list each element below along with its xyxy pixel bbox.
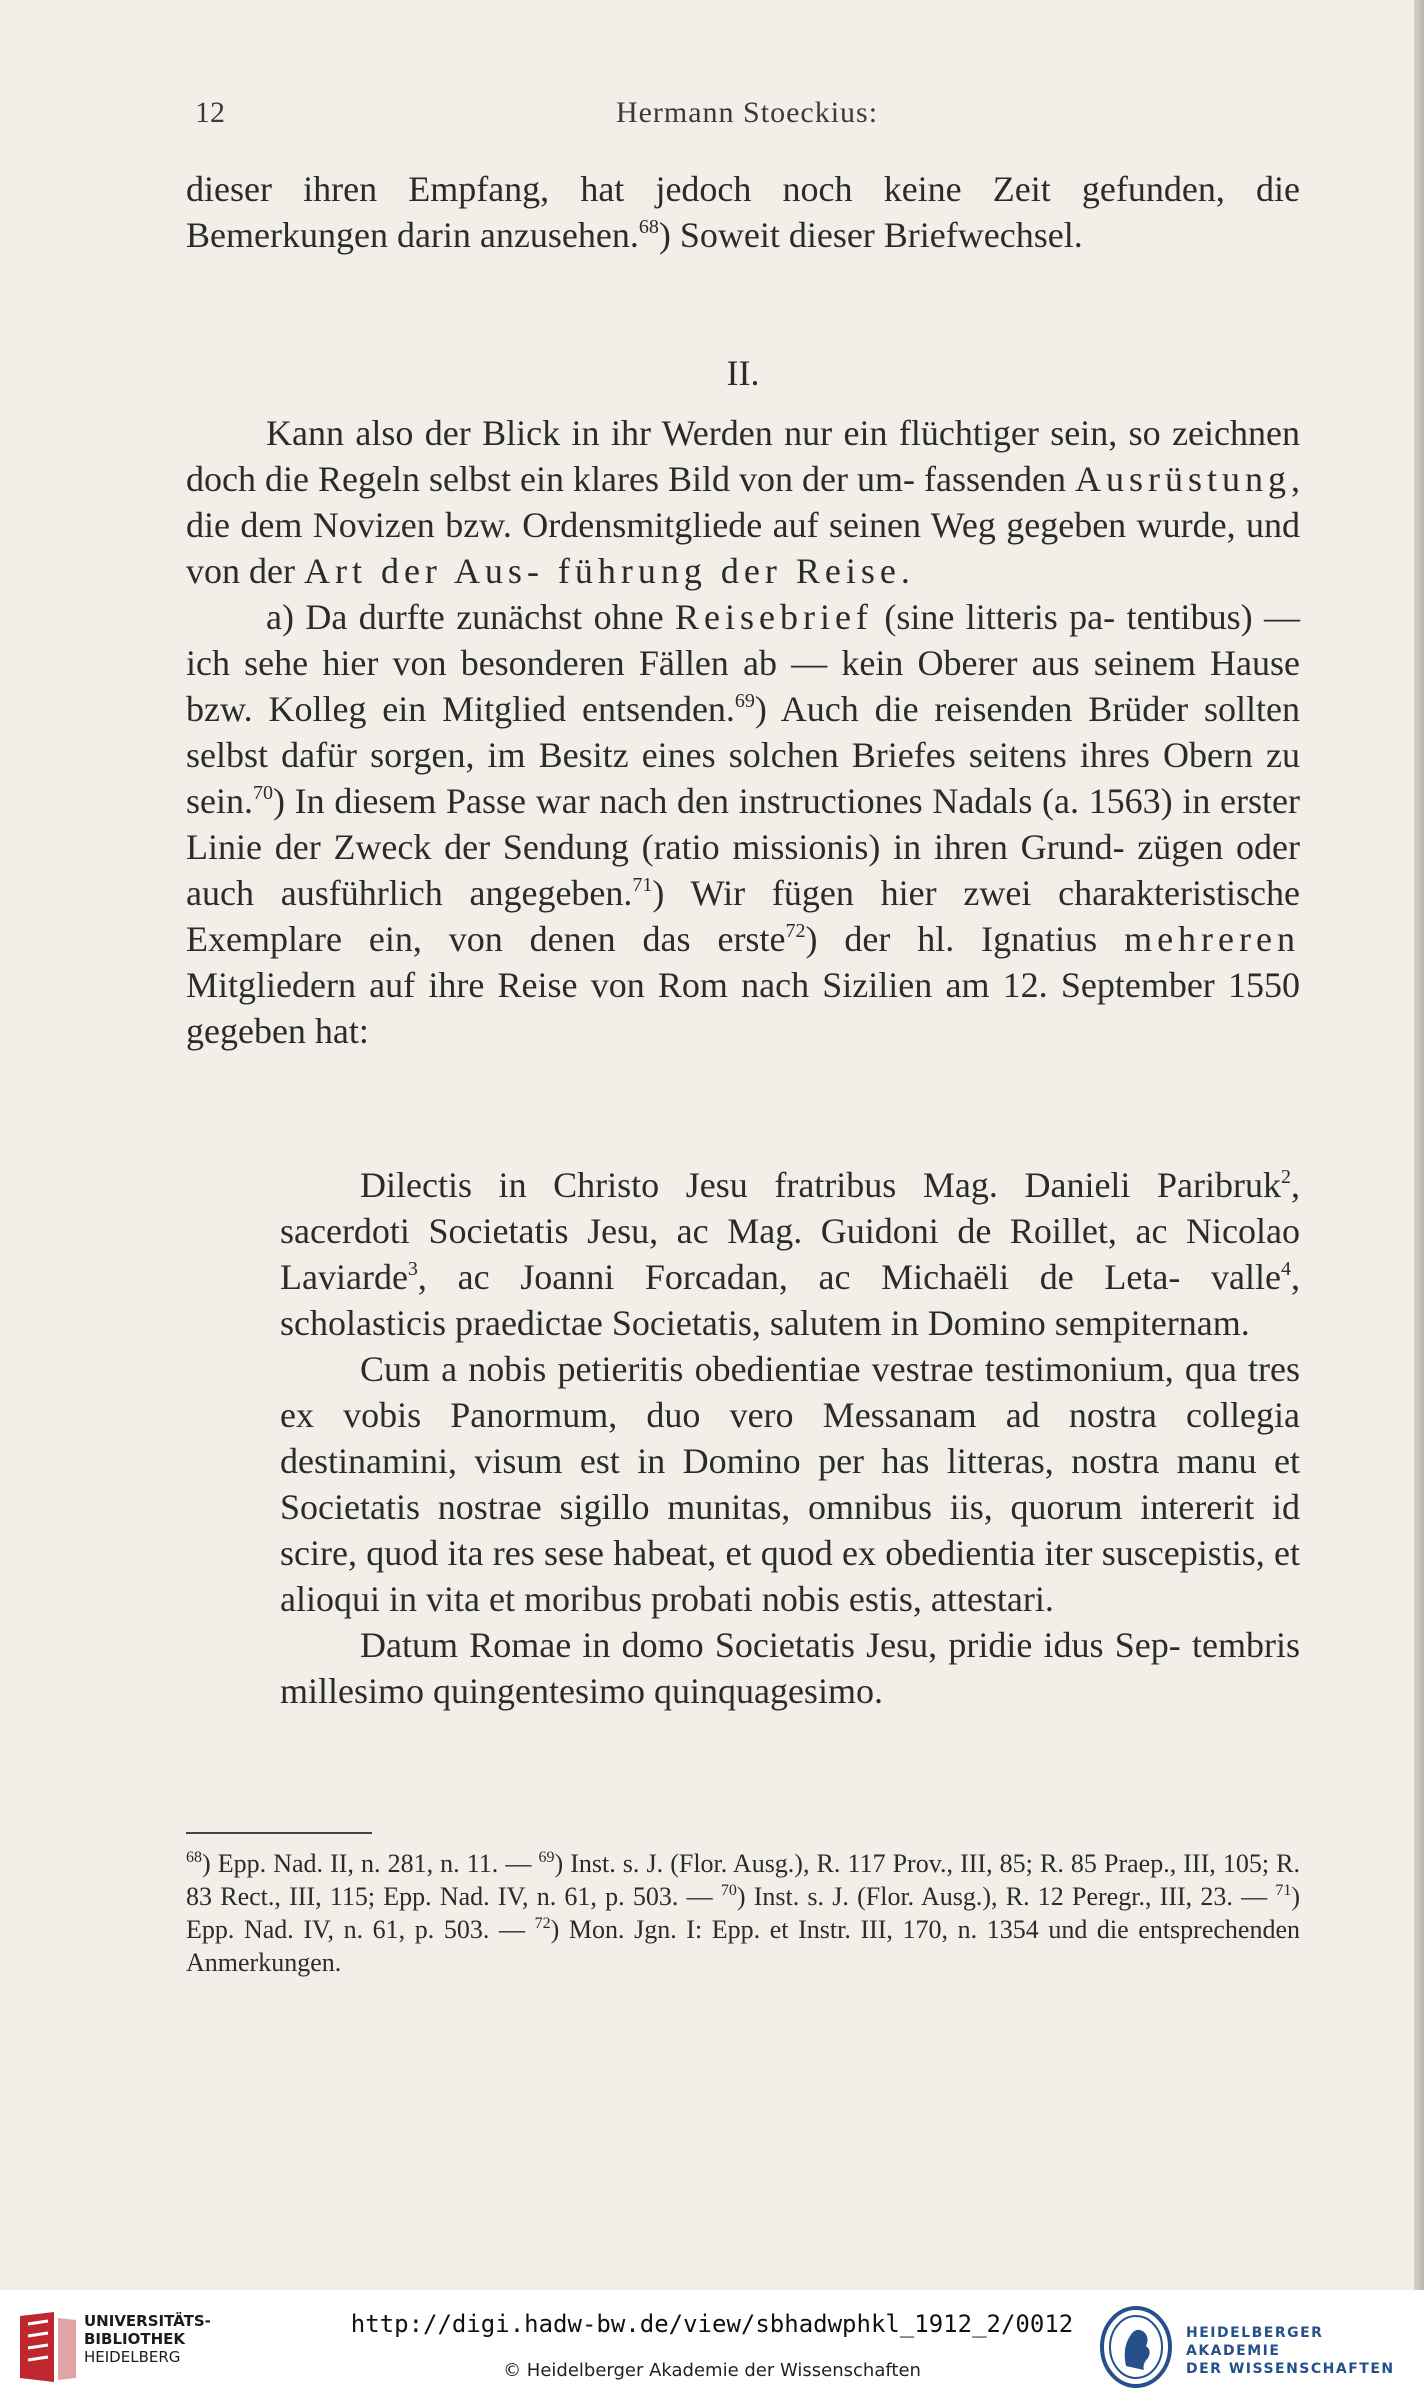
footnote-ref[interactable]: 70	[253, 782, 273, 804]
page-number: 12	[195, 96, 225, 129]
paragraph-1: Kann also der Blick in ihr Werden nur ein flüchtiger sein, so zeichnen doch die Regeln selbst ein klares Bild von der um- fassenden Ausrüstung, die dem Novizen bzw. Ordensmitgliede auf seinen Weg gegeben wurde, und von der Art der Aus- führung der Reise.	[186, 413, 1300, 591]
permalink[interactable]: http://digi.hadw-bw.de/view/sbhadwphkl_1912_2/0012	[350, 2310, 1074, 2338]
running-title: Hermann Stoeckius:	[615, 96, 879, 129]
academy-name: HEIDELBERGER AKADEMIE DER WISSENSCHAFTEN	[1186, 2325, 1395, 2377]
quote-date: Datum Romae in domo Societatis Jesu, pridie idus Sep- tembris millesimo quingentesimo quinquagesimo.	[280, 1625, 1300, 1711]
quote-address: Dilectis in Christo Jesu fratribus Mag. Danieli Paribruk$^2$, sacerdoti Societatis Jesu, ac Mag. Guidoni de Roillet, ac Nicolao Laviarde$^3$, ac Joanni Forcadan, ac Michaëli de Leta- valle$^4$, scholasticis praedictae Societatis, salutem in Domino sempiternam.	[280, 1165, 1300, 1343]
page-edge	[1414, 0, 1424, 2290]
letter-quote	[280, 1162, 1300, 1714]
footnote-ref[interactable]: 69	[734, 690, 755, 712]
paragraph-2: a) Da durfte zunächst ohne Reisebrief (sine litteris pa- tentibus) — ich sehe hier von besonderen Fällen ab — kein Oberer aus seinem Hause bzw. Kolleg ein Mitglied entsenden.$^{69}$) Auch die reisenden Brüder sollten selbst dafür sorgen, im Besitz eines solchen Briefes seitens ihres Obern zu sein.$^{70}$) In diesem Passe war nach den instructiones Nadals (a. 1563) in erster Linie der Zweck der Sendung (ratio missionis) in ihren Grund- zügen oder auch ausführlich angegeben.$^{71}$) Wir fügen hier zwei charakteristische Exemplare ein, von denen das erste$^{72}$) der hl. Ignatius mehreren Mitgliedern auf ihre Reise von Rom nach Sizilien am 12. September 1550 gegeben hat:	[186, 597, 1300, 1051]
footnotes: $^{68}$) Epp. Nad. II, n. 281, n. 11. — $^{69}$) Inst. s. J. (Flor. Ausg.), R. 117 Prov., III, 85; R. 85 Praep., III, 105; R. 83 Rect., III, 115; Epp. Nad. IV, n. 61, p. 503. — $^{70}$) Inst. s. J. (Flor. Ausg.), R. 12 Peregr., III, 23. — $^{71}$) Epp. Nad. IV, n. 61, p. 503. — $^{72}$) Mon. Jgn. I: Epp. et Instr. III, 170, n. 1354 und die entsprechenden Anmerkungen.	[186, 1849, 1300, 1977]
intro-paragraph: dieser ihren Empfang, hat jedoch noch keine Zeit gefunden, die Bemerkungen darin anzusehen.$^{68}$) Soweit dieser Briefwechsel.	[186, 169, 1300, 255]
page-header	[195, 96, 1299, 136]
copyright: © Heidelberger Akademie der Wissenschaften	[503, 2360, 921, 2381]
footnote-ref[interactable]: 68	[638, 216, 659, 238]
footnote-ref[interactable]: 71	[632, 874, 653, 896]
footnote-divider	[186, 1832, 372, 1834]
academy-seal-icon[interactable]	[1098, 2304, 1174, 2390]
main-text	[186, 410, 1300, 1054]
section-heading: II.	[726, 353, 760, 393]
quote-body: Cum a nobis petieritis obedientiae vestrae testimonium, qua tres ex vobis Panormum, duo vero Messanam ad nostra collegia destinamini, visum est in Domino per has litteras, nostra manu et Societatis nostrae sigillo munitas, omnibus iis, quorum intererit id scire, quod ita res sese habeat, et quod ex obedientia iter suscepistis, et alioqui in vita et moribus probati nobis estis, attestari.	[280, 1349, 1300, 1619]
footer-bar	[0, 2290, 1424, 2408]
library-name: UNIVERSITÄTS- BIBLIOTHEK HEIDELBERG	[84, 2312, 211, 2366]
footnote-ref[interactable]: 72	[785, 920, 806, 942]
